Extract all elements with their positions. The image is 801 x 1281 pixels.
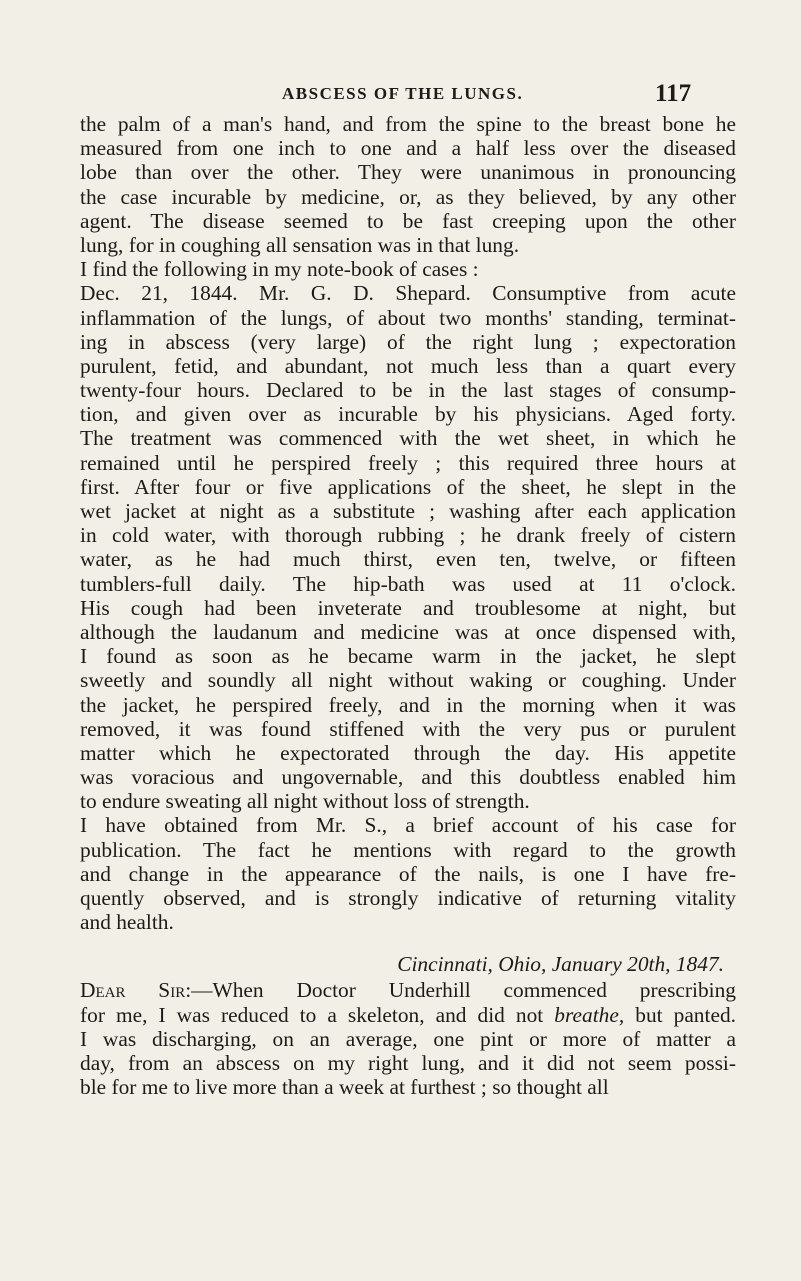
text-line: and health. [80,910,174,935]
text-line: I have obtained from Mr. S., a brief account of his case for [80,813,736,838]
text-line: The treatment was commenced with the wet sheet, in which he [80,426,736,451]
text-line: sweetly and soundly all night without waking or coughing. Under [80,668,736,693]
text-line: removed, it was found stiffened with the very pus or purulent [80,716,736,741]
paragraph-1 [80,112,736,257]
text-line: the palm of a man's hand, and from the spine to the breast bone he [80,112,736,136]
text-line: lung, for in coughing all sensation was in that lung. [80,232,520,257]
paragraph-2 [80,257,736,281]
letter-line [80,978,736,1002]
text-line: tion, and given over as incurable by his physicians. Aged forty. [80,402,736,427]
letter-line: day, from an abscess on my right lung, and it did not seem possi- [80,1050,736,1075]
text-line: twenty-four hours. Declared to be in the last stages of consump- [80,378,736,403]
letter-line: ble for me to live more than a week at furthest ; so thought all [80,1075,609,1100]
running-head [0,80,801,110]
letter [80,950,736,1099]
letter-dateline: Cincinnati, Ohio, January 20th, 1847. [397,952,724,977]
text-line: remained until he perspired freely ; this required three hours at [80,450,736,475]
text-line: water, as he had much thirst, even ten, twelve, or fifteen [80,547,736,572]
text-line: inflammation of the lungs, of about two months' standing, terminat- [80,305,736,330]
text-line: and change in the appearance of the nails, is one I have fre- [80,861,736,886]
text-line: matter which he expectorated through the day. His appetite [80,740,736,765]
salutation: Dear Sir [80,978,186,1003]
text-line: I find the following in my note-book of cases : [80,257,479,282]
text-line: quently observed, and is strongly indicative of returning vitality [80,886,736,910]
text-line: I found as soon as he became warm in the jacket, he slept [80,644,736,669]
text-line: wet jacket at night as a substitute ; washing after each application [80,499,736,523]
text-line: the jacket, he perspired freely, and in the morning when it was [80,692,736,717]
text-line: first. After four or five applications of the sheet, he slept in the [80,474,736,499]
text-line: publication. The fact he mentions with regard to the growth [80,837,736,862]
text-line: purulent, fetid, and abundant, not much less than a quart every [80,353,736,378]
text-line: in cold water, with thorough rubbing ; he drank freely of cistern [80,523,736,548]
text-line: agent. The disease seemed to be fast creeping upon the other [80,208,736,233]
paragraph-3 [80,281,736,813]
text-line: to endure sweating all night without loss of strength. [80,789,530,814]
text-line: tumblers-full daily. The hip-bath was used at 11 o'clock. [80,571,736,596]
text-line: the case incurable by medicine, or, as they believed, by any other [80,184,736,209]
text-line: was voracious and ungovernable, and this doubtless enabled him [80,765,736,790]
text-line: ing in abscess (very large) of the right lung ; expectoration [80,329,736,354]
emphasis-text: breathe, [554,1002,625,1027]
paragraph-4 [80,813,736,934]
text-line: measured from one inch to one and a half less over the diseased [80,136,736,161]
page-body [80,112,736,1099]
page-number: 117 [655,80,692,107]
running-title: ABSCESS OF THE LUNGS. [282,84,524,103]
letter-text: but panted. [624,1002,736,1027]
text-line: although the laudanum and medicine was at once dispensed with, [80,619,736,644]
letter-line: I was discharging, on an average, one pint or more of matter a [80,1026,736,1051]
text-line: lobe than over the other. They were unanimous in pronouncing [80,160,736,185]
letter-line [80,1003,736,1027]
letter-text: for me, I was reduced to a skeleton, and did not [80,1002,555,1027]
text-line: Dec. 21, 1844. Mr. G. D. Shepard. Consumptive from acute [80,281,736,306]
letter-text: :—When Doctor Underhill commenced prescribing [185,978,736,1003]
text-line: His cough had been inveterate and troublesome at night, but [80,595,736,620]
